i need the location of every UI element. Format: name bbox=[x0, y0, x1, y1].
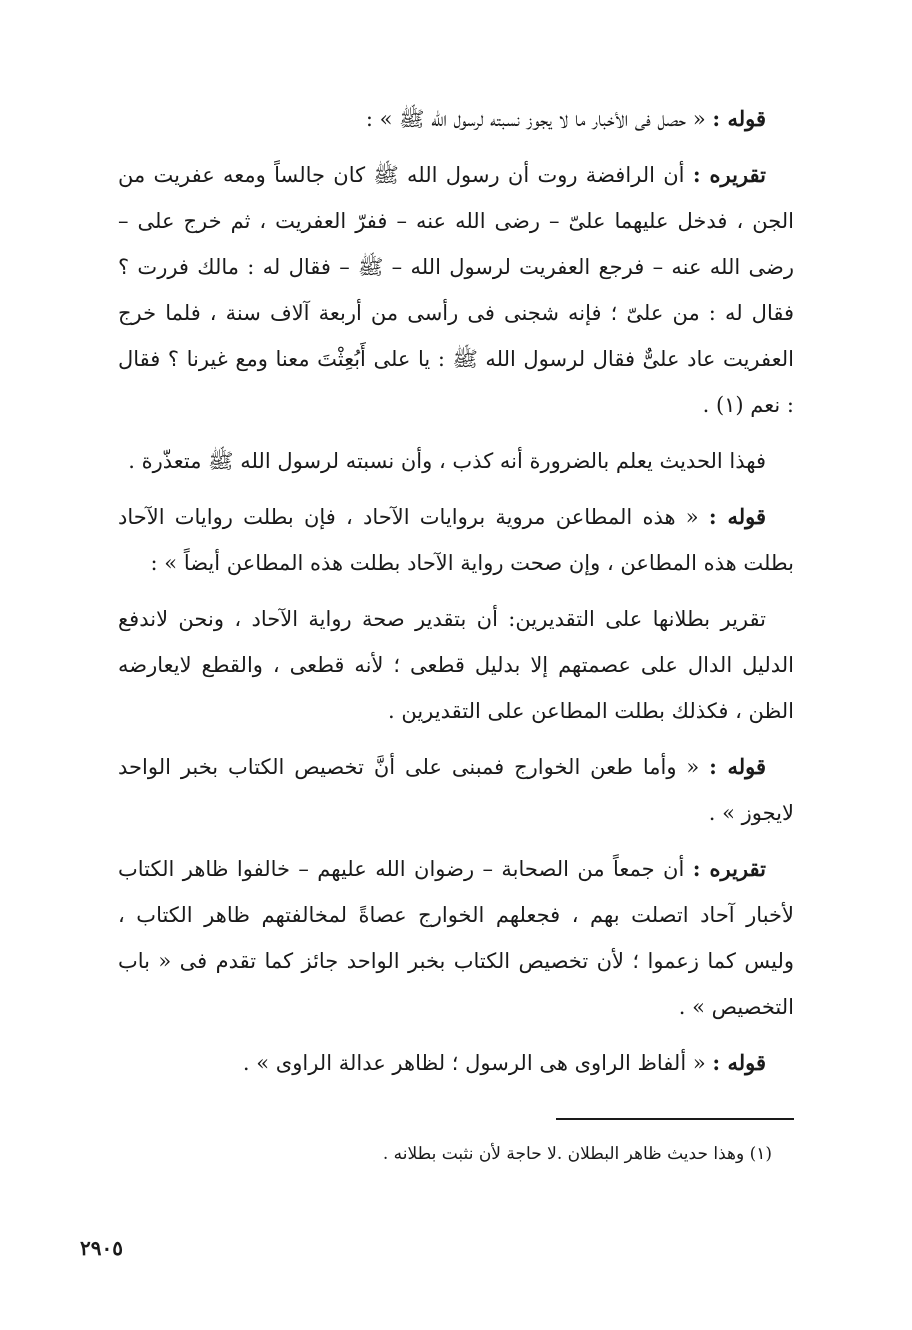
paragraph-8-text: « ألفاظ الراوى هى الرسول ؛ لظاهر عدالة الراوى » . bbox=[242, 1051, 706, 1075]
paragraph-4 bbox=[118, 494, 794, 586]
paragraph-6-label: قوله : bbox=[709, 754, 766, 779]
page-body bbox=[118, 96, 794, 1096]
paragraph-4-text: « هذه المطاعن مروية بروايات الآحاد ، فإن بطلت روايات الآحاد بطلت هذه المطاعن ، وإن صحت رواية الآحاد بطلت هذه المطاعن أيضاً » : bbox=[118, 505, 794, 575]
paragraph-6 bbox=[118, 744, 794, 836]
footnote-divider bbox=[556, 1118, 794, 1120]
paragraph-2-label: تقريره : bbox=[692, 162, 766, 187]
paragraph-1 bbox=[118, 96, 794, 142]
paragraph-4-label: قوله : bbox=[708, 504, 766, 529]
paragraph-7 bbox=[118, 846, 794, 1030]
paragraph-8 bbox=[118, 1040, 794, 1086]
paragraph-3-text: فهذا الحديث يعلم بالضرورة أنه كذب ، وأن نسبته لرسول الله ﷺ متعذّرة . bbox=[128, 449, 766, 473]
paragraph-2 bbox=[118, 152, 794, 428]
paragraph-3 bbox=[118, 438, 794, 484]
paragraph-1-label: قوله : bbox=[712, 106, 766, 131]
paragraph-6-text: « وأما طعن الخوارج فمبنى على أنَّ تخصيص الكتاب بخبر الواحد لايجوز » . bbox=[118, 755, 794, 825]
footnote: (١) وهذا حديث ظاهر البطلان .لا حاجة لأن نثبت بطلانه . bbox=[382, 1144, 772, 1164]
paragraph-5 bbox=[118, 596, 794, 734]
paragraph-7-text: أن جمعاً من الصحابة – رضوان الله عليهم – خالفوا ظاهر الكتاب لأخبار آحاد اتصلت بهم ، فجعلهم الخوارج عصاةً لمخالفتهم ظاهر الكتاب ، وليس كما زعموا ؛ لأن تخصيص الكتاب بخبر الواحد جائز كما تقدم فى « باب التخصيص » . bbox=[118, 857, 794, 1019]
paragraph-2-text: أن الرافضة روت أن رسول الله ﷺ كان جالساً ومعه عفريت من الجن ، فدخل عليهما علىّ – رضى الله عنه – ففرّ العفريت ، ثم خرج على – رضى الله عنه – فرجع العفريت لرسول الله – ﷺ – فقال له : مالك فررت ؟ فقال له : من علىّ ؛ فإنه شجنى فى رأسى من أربعة آلاف سنة ، فلما خرج العفريت عاد علىٌّ فقال لرسول الله ﷺ : يا على أَبُعِثْتَ معنا ومع غيرنا ؟ فقال : نعم (١) . bbox=[118, 163, 794, 417]
paragraph-8-label: قوله : bbox=[712, 1050, 766, 1075]
page-number: ٢٩٠٥ bbox=[80, 1236, 123, 1260]
paragraph-7-label: تقريره : bbox=[692, 856, 766, 881]
paragraph-5-text: تقرير بطلانها على التقديرين: أن بتقدير صحة رواية الآحاد ، ونحن لاندفع الدليل الدال على عصمتهم إلا بدليل قطعى ؛ لأنه قطعى ، والقطع لايعارضه الظن ، فكذلك بطلت المطاعن على التقديرين . bbox=[118, 607, 794, 723]
paragraph-1-text: « حصل فى الأخبار ما لا يجوز نسبته لرسول الله ﷺ » : bbox=[365, 107, 706, 131]
